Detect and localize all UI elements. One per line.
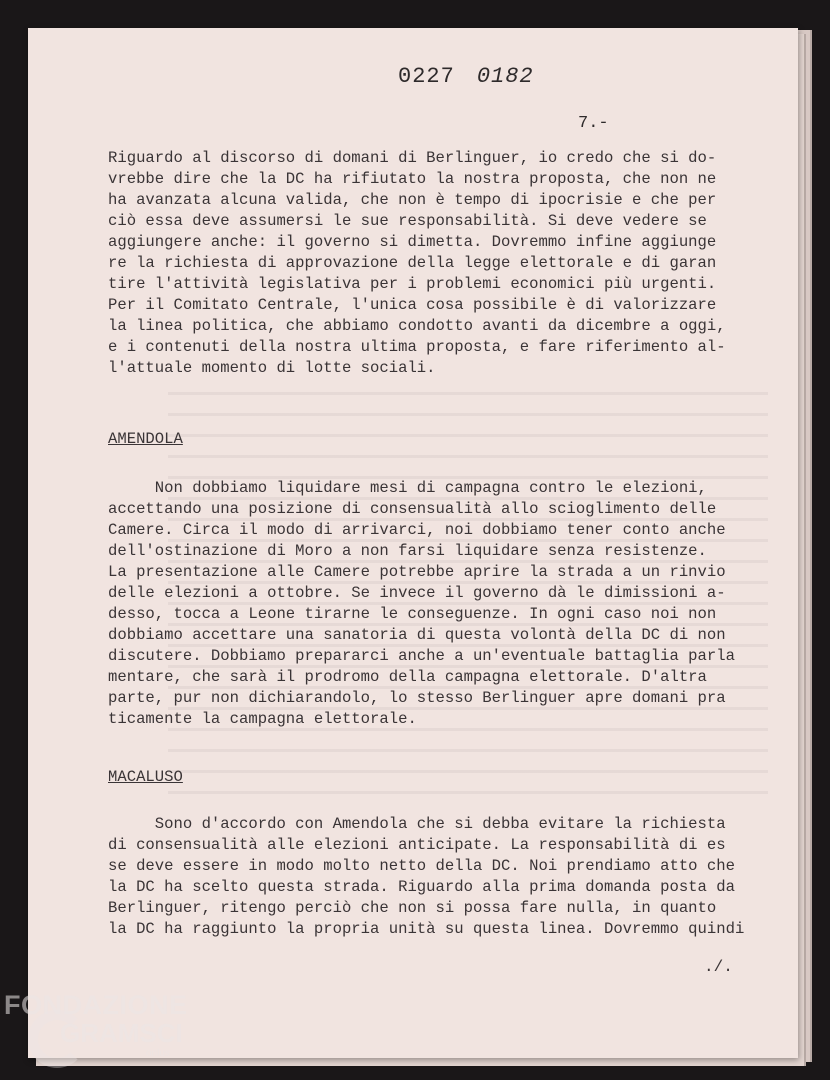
text-line: parte, pur non dichiarandolo, lo stesso Berlinguer apre domani pra xyxy=(108,689,726,707)
heading-amendola: AMENDOLA xyxy=(108,430,183,448)
intro-paragraph xyxy=(108,148,748,379)
watermark-line3: onlus xyxy=(146,1048,170,1059)
text-line: ticamente la campagna elettorale. xyxy=(108,710,417,728)
text-line: la DC ha raggiunto la propria unità su questa linea. Dovremmo quindi xyxy=(108,920,745,938)
text-line: discutere. Dobbiamo prepararci anche a un'eventuale battaglia parla xyxy=(108,647,735,665)
text-line: vrebbe dire che la DC ha rifiutato la nostra proposta, che non ne xyxy=(108,170,717,188)
text-line: Non dobbiamo liquidare mesi di campagna contro le elezioni, xyxy=(108,479,707,497)
text-line: dobbiamo accettare una sanatoria di questa volontà della DC di non xyxy=(108,626,726,644)
text-line: desso, tocca a Leone tirarne le conseguenze. In ogni caso noi non xyxy=(108,605,717,623)
text-line: la linea politica, che abbiamo condotto avanti da dicembre a oggi, xyxy=(108,317,726,335)
text-line: aggiungere anche: il governo si dimetta. Dovremmo infine aggiunge xyxy=(108,233,717,251)
macaluso-paragraph xyxy=(108,814,748,940)
text-line: re la richiesta di approvazione della legge elettorale e di garan xyxy=(108,254,717,272)
text-line: se deve essere in modo molto netto della DC. Noi prendiamo atto che xyxy=(108,857,735,875)
text-line: Sono d'accordo con Amendola che si debba evitare la richiesta xyxy=(108,815,726,833)
text-line: mentare, che sarà il prodromo della campagna elettorale. D'altra xyxy=(108,668,707,686)
heading-macaluso: MACALUSO xyxy=(108,768,183,786)
text-line: Per il Comitato Centrale, l'unica cosa possibile è di valorizzare xyxy=(108,296,717,314)
archive-number-left: 0227 xyxy=(398,64,455,89)
page-number: 7.- xyxy=(578,114,609,133)
watermark-line2: GRAMSCI xyxy=(60,1018,183,1048)
text-line: delle elezioni a ottobre. Se invece il governo dà le dimissioni a- xyxy=(108,584,726,602)
text-line: ciò essa deve assumersi le sue responsabilità. Si deve vedere se xyxy=(108,212,707,230)
text-line: e i contenuti della nostra ultima proposta, e fare riferimento al- xyxy=(108,338,726,356)
watermark-line1: FONDAZIONE xyxy=(4,990,188,1020)
archive-number-right: 0182 xyxy=(476,64,534,89)
text-line: la DC ha scelto questa strada. Riguardo alla prima domanda posta da xyxy=(108,878,735,896)
archive-number xyxy=(398,64,534,89)
text-line: dell'ostinazione di Moro a non farsi liquidare senza resistenze. xyxy=(108,542,707,560)
typewritten-page xyxy=(28,28,798,1058)
text-line: l'attuale momento di lotte sociali. xyxy=(108,359,436,377)
text-line: Camere. Circa il modo di arrivarci, noi dobbiamo tener conto anche xyxy=(108,521,726,539)
text-line: Berlinguer, ritengo perciò che non si possa fare nulla, in quanto xyxy=(108,899,717,917)
text-line: di consensualità alle elezioni anticipate. La responsabilità di es xyxy=(108,836,726,854)
text-line: ha avanzata alcuna valida, che non è tempo di ipocrisie e che per xyxy=(108,191,717,209)
continuation-mark: ./. xyxy=(704,958,733,976)
text-line: accettando una posizione di consensualità allo scioglimento delle xyxy=(108,500,717,518)
text-line: Riguardo al discorso di domani di Berlinguer, io credo che si do- xyxy=(108,149,717,167)
amendola-paragraph xyxy=(108,478,748,730)
text-line: tire l'attività legislativa per i problemi economici più urgenti. xyxy=(108,275,717,293)
text-line: La presentazione alle Camere potrebbe aprire la strada a un rinvio xyxy=(108,563,726,581)
